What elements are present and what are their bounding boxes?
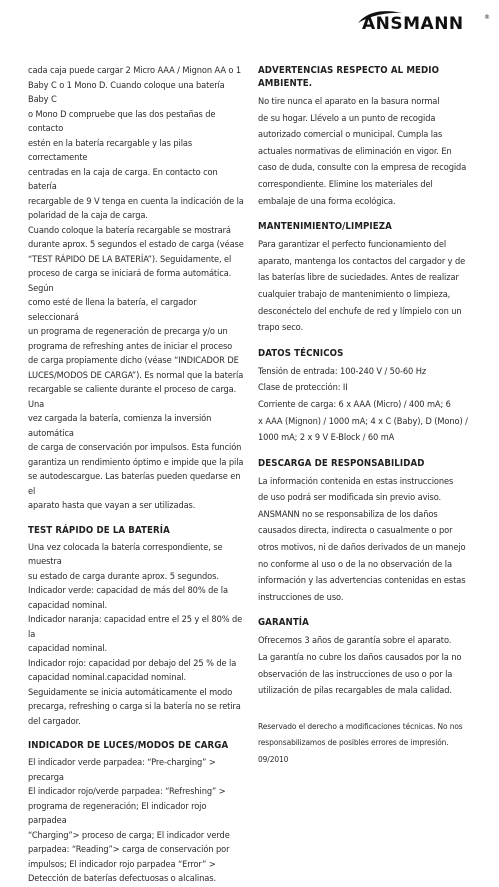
maintenance-text: Para garantizar el perfecto funcionamiento del aparato, mantenga los contactos del cargador y de las baterías libre de suciedades. Antes de realizar cualquier trabajo de mantenimiento o limpieza, desconéctelo del enchufe de red y límpielo con un trapo seco. [258,239,466,334]
liability-text: La información contenida en estas instrucciones de uso podrá ser modificada sin previo aviso. ANSMANN no se responsabiliza de los daños causados directa, indirecta o casualmente o por otros motivos, ni de daños derivados de un manejo no conforme al uso o de la no observación de la información y las advertencias contenidas en estas instrucciones de uso. [258,475,466,603]
liability-heading: DESCARGA DE RESPONSABILIDAD [258,457,425,469]
left-column [28,64,246,887]
right-column [258,64,474,768]
battery-test-text: Una vez colocada la batería correspondiente, se muestra su estado de carga durante aprox. 5 segundos. Indicador verde: capacidad de más del 80% de la capacidad nominal. Indicador naranja: capacidad entre el 25 y el 80% de la capacidad nominal. Indicador rojo: capacidad por debajo del 25 % de la capacidad nominal.capacidad nominal. Seguidamente se inicia automáticamente el modo precarga, refreshing o carga si la batería no se retira del cargador. [28,541,243,727]
environment-heading: ADVERTENCIAS RESPECTO AL MEDIO AMBIENTE. [258,65,440,89]
ansmann-logo [354,10,490,34]
registered-mark: ® [484,14,490,21]
indicator-text: El indicador verde parpadea: “Pre-charging” > precarga El indicador rojo/verde parpadea: “Refreshing” > programa de regeneración; El indicador rojo parpadea “Charging”> proceso de carga; El indicador verde parpadea: “Reading”> carga de conservación por impulsos; El indicador rojo parpadea “Error” > Detección de baterías defectuosas o alcalinas. [28,757,230,884]
warranty-text: Ofrecemos 3 años de garantía sobre el aparato. La garantía no cubre los daños causados por la no observación de las instrucciones de uso o por la utilización de pilas recargables de mala calidad. [258,635,462,697]
environment-text: No tire nunca el aparato en la basura normal de su hogar. Llévelo a un punto de recogida autorizado comercial o municipal. Cumpla las actuales normativas de eliminación en vigor. En caso de duda, consulte con la empresa de recogida correspondiente. Elimine los materiales del embalaje de una forma ecológica. [258,96,467,207]
footer-note: Reservado el derecho a modificaciones técnicas. No nos responsabilizamos de posibles errores de impresión. 09/2010 [258,720,463,764]
technical-data-heading: DATOS TÉCNICOS [258,347,344,359]
warranty-heading: GARANTÍA [258,617,309,629]
indicator-heading: INDICADOR DE LUCES/MODOS DE CARGA [28,740,229,751]
technical-data-text: Tensión de entrada: 100-240 V / 50-60 Hz Clase de protección: II Corriente de carga: 6 x AAA (Micro) / 400 mA; 6 x AAA (Mignon) / 1000 mA; 4 x C (Baby), D (Mono) / 1000 mA; 2 x 9 V E-Block / 60 mA [258,365,468,444]
logo-text: ANSMANN [362,14,464,34]
battery-test-heading: TEST RÁPIDO DE LA BATERÍA [28,524,170,536]
maintenance-heading: MANTENIMIENTO/LIMPIEZA [258,221,392,233]
charging-intro-text: cada caja puede cargar 2 Micro AAA / Mignon AA o 1 Baby C o 1 Mono D. Cuando coloque una batería Baby C o Mono D compruebe que las dos pestañas de contacto estén en la batería recargable y las pilas correctamente centradas en la caja de carga. En contacto con batería recargable de 9 V tenga en cuenta la indicación de la polaridad de la caja de carga. Cuando coloque la batería recargable se mostrará durante aprox. 5 segundos el estado de carga (véase “TEST RÁPIDO DE LA BATERÍA”). Seguidamente, el proceso de carga se iniciará de forma automática. Según como esté de llena la batería, el cargador seleccionará un programa de regeneración de precarga y/o un programa de refreshing antes de iniciar el proceso de carga propiamente dicho (véase “INDICADOR DE LUCES/MODOS DE CARGA”). Es normal que la batería recargable se caliente durante el proceso de carga. Una vez cargada la batería, comienza la inversión automática de carga de conservación por impulsos. Esta función garantiza un rendimiento óptimo e impide que la pila se autodescargue. Las baterías pueden quedarse en el aparato hasta que vayan a ser utilizadas. [28,65,244,511]
